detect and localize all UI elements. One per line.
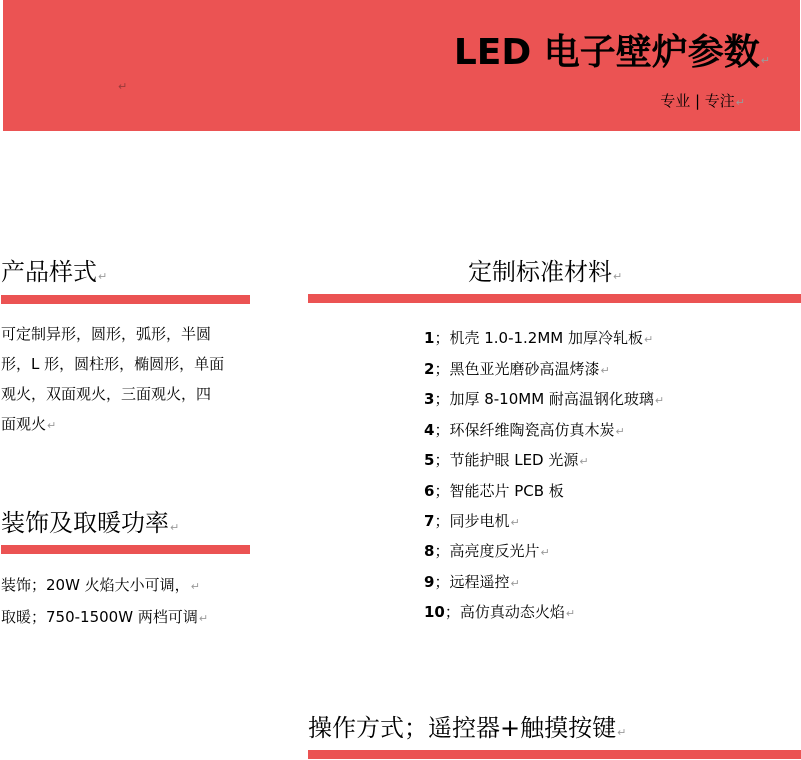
section-divider (308, 294, 801, 303)
paragraph-mark-icon: ↵ (510, 576, 520, 590)
list-item: 2；黑色亚光磨砂高温烤漆↵ (424, 359, 610, 378)
paragraph-mark-icon: ↵ (98, 270, 108, 283)
list-item: 6；智能芯片 PCB 板 (424, 481, 564, 500)
list-item: 4；环保纤维陶瓷高仿真木炭↵ (424, 420, 625, 439)
section-heading-materials: 定制标准材料↵ (468, 258, 623, 286)
page-title: LED 电子壁炉参数↵ (453, 32, 770, 73)
style-line: 观火，双面观火，三面观火，四 (1, 385, 212, 403)
list-item: 10；高仿真动态火焰↵ (424, 603, 576, 622)
materials-list (424, 324, 664, 629)
power-paragraph (1, 570, 261, 634)
paragraph-mark-icon: ↵ (617, 726, 627, 739)
paragraph-mark-icon: ↵ (190, 580, 200, 593)
section-heading-style: 产品样式↵ (1, 258, 108, 286)
page-subtitle: 专业 | 专注↵ (660, 92, 745, 110)
paragraph-mark-icon: ↵ (600, 363, 610, 377)
paragraph-mark-icon: ↵ (118, 80, 128, 93)
list-item: 8；高亮度反光片↵ (424, 542, 550, 561)
paragraph-mark-icon: ↵ (47, 419, 57, 432)
list-item: 9；远程遥控↵ (424, 572, 520, 591)
paragraph-mark-icon: ↵ (644, 333, 654, 346)
paragraph-mark-icon: ↵ (613, 270, 623, 283)
paragraph-mark-icon: ↵ (540, 546, 550, 560)
section-heading-power: 装饰及取暖功率↵ (1, 509, 180, 537)
paragraph-mark-icon: ↵ (170, 521, 180, 534)
paragraph-mark-icon: ↵ (654, 394, 665, 408)
list-item: 7；同步电机↵ (424, 511, 520, 530)
paragraph-mark-icon: ↵ (615, 424, 625, 438)
section-divider (1, 545, 250, 554)
section-divider (1, 295, 250, 304)
header-banner (3, 0, 800, 131)
list-item: 1；机壳 1.0-1.2MM 加厚冷轧板↵ (424, 329, 654, 347)
paragraph-mark-icon: ↵ (565, 607, 576, 621)
power-line: 取暖；750-1500W 两档可调↵ (1, 608, 209, 626)
style-line: 形，L 形，圆柱形，椭圆形，单面 (1, 355, 225, 373)
section-heading-operation: 操作方式；遥控器+触摸按键↵ (308, 714, 627, 742)
power-line: 装饰；20W 火焰大小可调，↵ (1, 576, 200, 594)
section-divider (308, 750, 801, 759)
paragraph-mark-icon: ↵ (579, 455, 589, 469)
paragraph-mark-icon: ↵ (760, 54, 770, 67)
style-line: 面观火↵ (1, 415, 57, 433)
paragraph-mark-icon: ↵ (510, 515, 520, 529)
style-paragraph (1, 319, 251, 441)
paragraph-mark-icon: ↵ (735, 96, 745, 109)
list-item: 5；节能护眼 LED 光源↵ (424, 451, 589, 470)
paragraph-mark-icon: ↵ (198, 612, 209, 625)
list-item: 3；加厚 8-10MM 耐高温钢化玻璃↵ (424, 390, 665, 409)
style-line: 可定制异形，圆形，弧形，半圆 (1, 325, 212, 343)
